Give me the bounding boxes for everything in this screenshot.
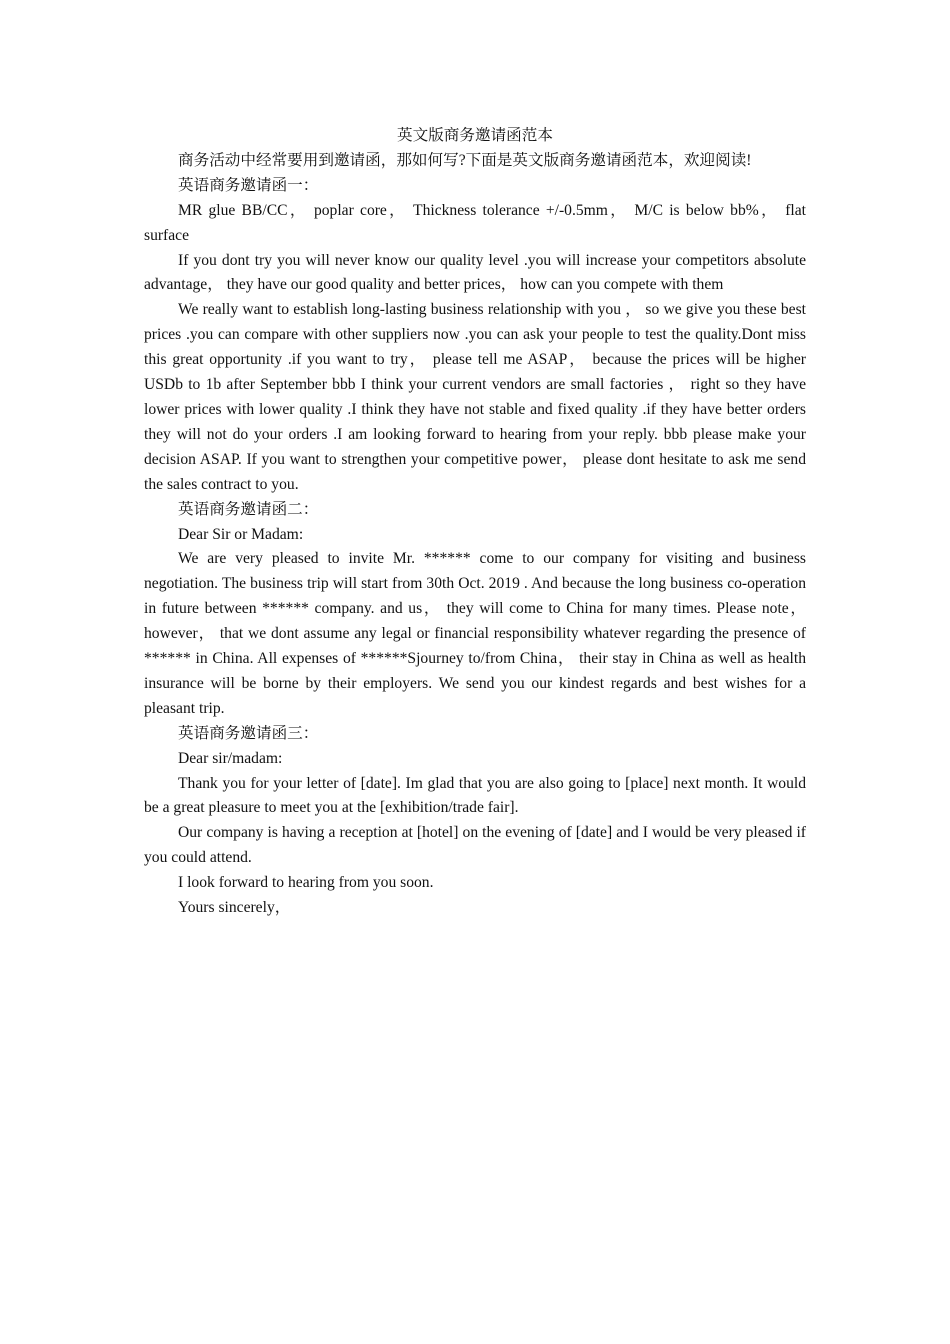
letter3-paragraph-1: Thank you for your letter of [date]. Im glad that you are also going to [place] next month. It would be a great pleasure to meet you at the [exhibition/trade fair]. <box>144 774 806 817</box>
letter3-salutation: Dear sir/madam: <box>178 749 283 767</box>
letter1-spec-line: MR glue BB/CC， poplar core， Thickness tolerance +/-0.5mm， M/C is below bb%， flat surface <box>144 201 806 244</box>
letter1-heading: 英语商务邀请函一： <box>178 176 319 194</box>
letter3-closing: Yours sincerely， <box>178 899 291 917</box>
intro-paragraph: 商务活动中经常要用到邀请函，那如何写?下面是英文版商务邀请函范本，欢迎阅读! <box>178 151 752 169</box>
letter2-salutation: Dear Sir or Madam: <box>178 525 304 543</box>
document-title: 英文版商务邀请函范本 <box>397 127 553 144</box>
letter1-paragraph-2: We really want to establish long-lasting business relationship with you ， so we give you these best prices .you can compare with other suppliers now .you can ask your people to test the quality.Dont miss this great opportunity .if you want to try， please tell me ASAP， because the prices will be higher USDb to 1b after September bbb I think your current vendors are small factories ， right so they have lower prices with lower quality .I think they have not stable and fixed quality .if they have better orders they will not do your orders .I am looking forward to hearing from your reply. bbb please make your decision ASAP. If you want to strengthen your competitive power， please dont hesitate to ask me send the sales contract to you. <box>144 301 806 493</box>
letter2-heading: 英语商务邀请函二： <box>178 500 319 518</box>
document-page <box>144 124 806 921</box>
letter1-paragraph-1: If you dont try you will never know our quality level .you will increase your competitors absolute advantage， they have our good quality and better prices， how can you compete with them <box>144 251 806 294</box>
letter3-paragraph-3: I look forward to hearing from you soon. <box>178 874 434 892</box>
letter3-paragraph-2: Our company is having a reception at [hotel] on the evening of [date] and I would be very pleased if you could attend. <box>144 824 806 867</box>
letter2-paragraph-1: We are very pleased to invite Mr. ****** come to our company for visiting and business negotiation. The business trip will start from 30th Oct. 2019 . And because the long business co-operation in future between ****** company. and us， they will come to China for many times. Please note， however， that we dont assume any legal or financial responsibility whatever regarding the presence of ****** in China. All expenses of ******Sjourney to/from China， their stay in China as well as health insurance will be borne by their employers. We send you our kindest regards and best wishes for a pleasant trip. <box>144 550 806 717</box>
letter3-heading: 英语商务邀请函三： <box>178 724 319 742</box>
